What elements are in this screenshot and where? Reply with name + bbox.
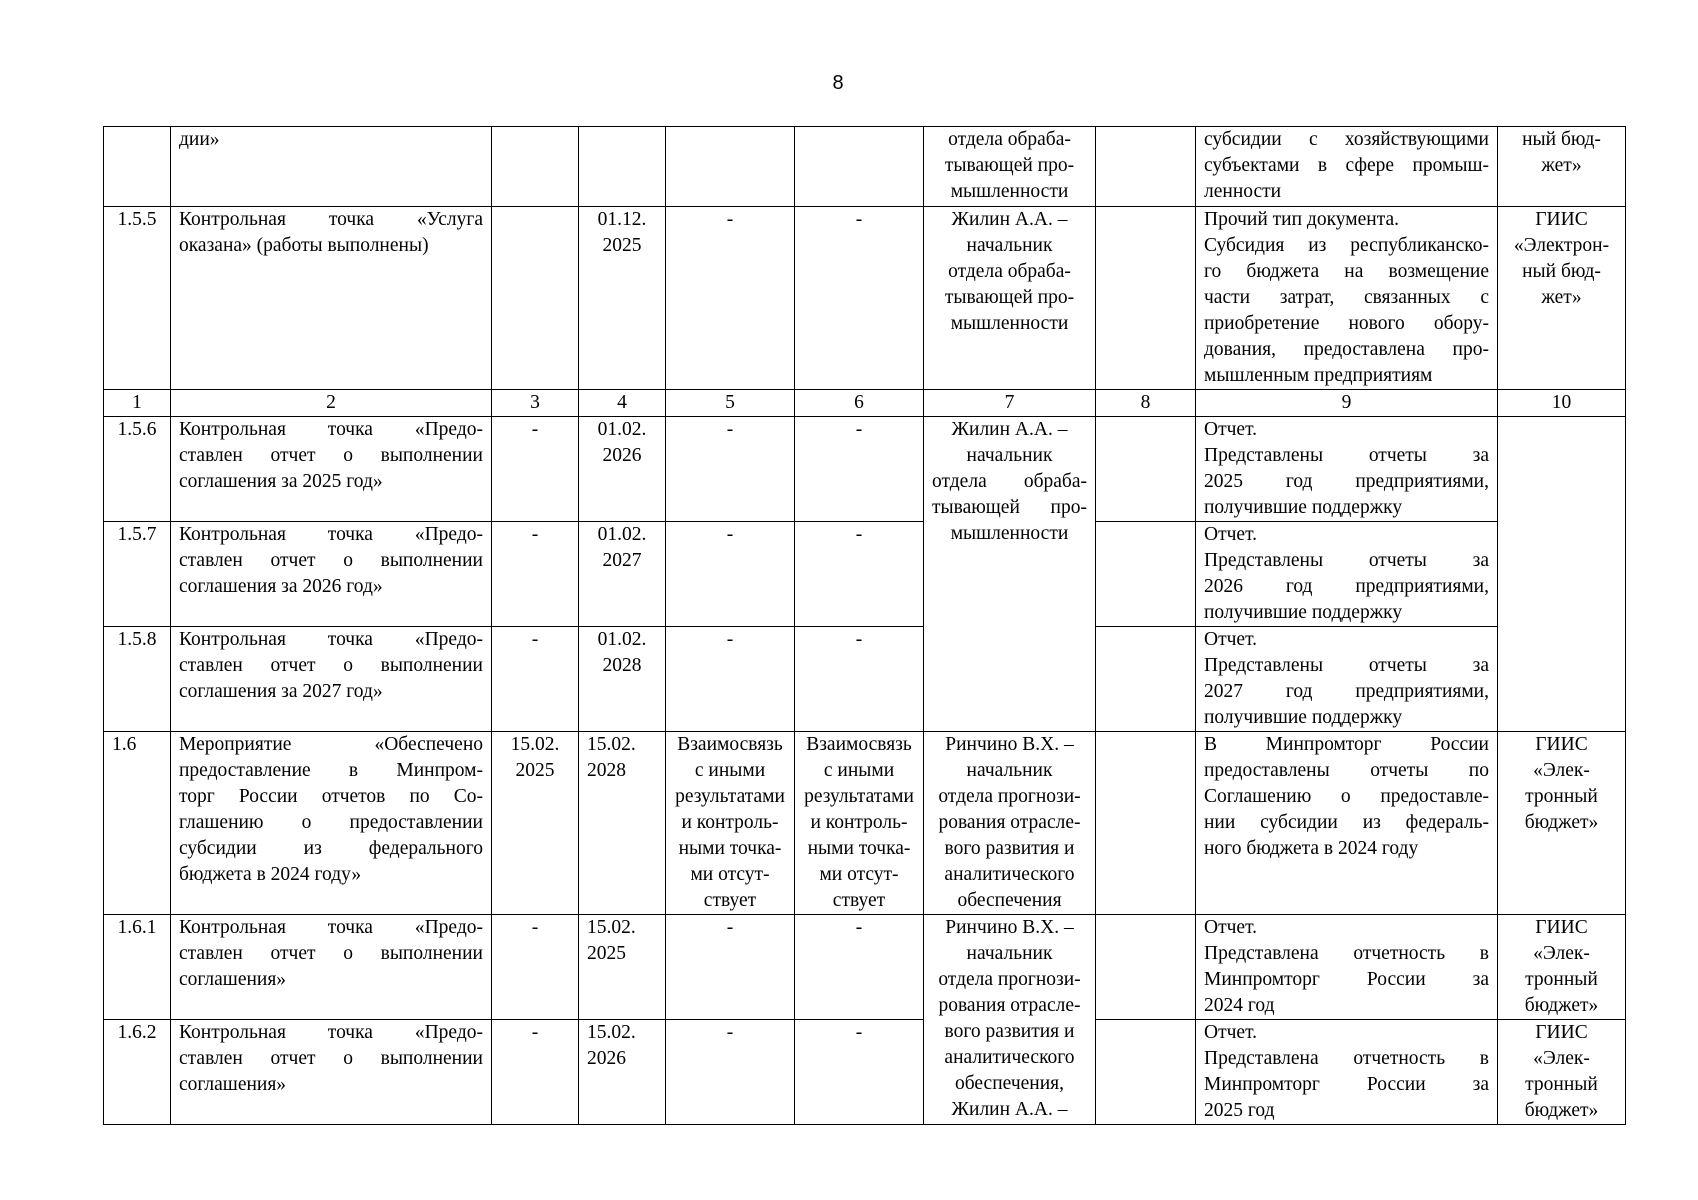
cell-name: Контрольная точка «Предо- ставлен отчет о выполнении соглашения» <box>171 915 492 1020</box>
cell-c8 <box>1096 127 1196 207</box>
table-row <box>104 127 1626 207</box>
cell-c8 <box>1096 417 1196 522</box>
cell-c3 <box>492 127 579 207</box>
cell-system: ГИИС «Элек- тронный бюджет» <box>1498 915 1626 1020</box>
cell-document: Отчет. Представлена отчетность в Минпромторг России за 2024 год <box>1196 915 1498 1020</box>
cell-system: ГИИС «Электрон- ный бюд- жет» <box>1498 207 1626 390</box>
cell-c3 <box>492 207 579 390</box>
cell-c5: - <box>666 627 795 732</box>
cell-c4: 15.02. 2028 <box>579 732 666 915</box>
cell-document: Отчет. Представлены отчеты за 2026 год предприятиями, получившие поддержку <box>1196 522 1498 627</box>
cell-c6: - <box>795 915 924 1020</box>
cell-responsible: Жилин А.А. – начальник отдела обраба- тывающей про- мышленности <box>924 207 1096 390</box>
cell-c4: 01.02. 2027 <box>579 522 666 627</box>
cell-document: Отчет. Представлены отчеты за 2027 год предприятиями, получившие поддержку <box>1196 627 1498 732</box>
cell-c4 <box>579 127 666 207</box>
table-row <box>104 627 1626 732</box>
cell-c8 <box>1096 522 1196 627</box>
table-row <box>104 207 1626 390</box>
cell-num: 1.5.6 <box>104 417 171 522</box>
cell-responsible: Ринчино В.Х. – начальник отдела прогнози- рования отрасле- вого развития и аналитического обеспечения <box>924 732 1096 915</box>
cell-system: ный бюд- жет» <box>1498 127 1626 207</box>
cell-c5: - <box>666 207 795 390</box>
cell-c6: - <box>795 522 924 627</box>
cell-num: 1.5.8 <box>104 627 171 732</box>
column-number: 10 <box>1498 390 1626 417</box>
cell-responsible: отдела обраба- тывающей про- мышленности <box>924 127 1096 207</box>
table-row <box>104 417 1626 522</box>
cell-c8 <box>1096 627 1196 732</box>
cell-system <box>1498 522 1626 627</box>
cell-c4: 15.02. 2025 <box>579 915 666 1020</box>
cell-document: Прочий тип документа. Субсидия из республиканско- го бюджета на возмещение части затрат, связанных с приобретение нового обору- дования, предоставлена про- мышленным предприятиям <box>1196 207 1498 390</box>
control-points-table <box>103 126 1626 1125</box>
cell-c6: - <box>795 207 924 390</box>
cell-num: 1.6 <box>104 732 171 915</box>
cell-name: дии» <box>171 127 492 207</box>
cell-c3: - <box>492 522 579 627</box>
cell-c5: - <box>666 915 795 1020</box>
cell-c6 <box>795 127 924 207</box>
cell-c3: - <box>492 915 579 1020</box>
cell-name: Контрольная точка «Предо- ставлен отчет о выполнении соглашения за 2027 год» <box>171 627 492 732</box>
column-number-row <box>104 390 1626 417</box>
cell-num: 1.5.7 <box>104 522 171 627</box>
column-number: 3 <box>492 390 579 417</box>
cell-c5: - <box>666 522 795 627</box>
cell-name: Контрольная точка «Предо- ставлен отчет о выполнении соглашения» <box>171 1020 492 1125</box>
page-number: 8 <box>832 72 844 94</box>
table-row <box>104 522 1626 627</box>
cell-num: 1.6.1 <box>104 915 171 1020</box>
column-number: 4 <box>579 390 666 417</box>
cell-c4: 15.02. 2026 <box>579 1020 666 1125</box>
table-row <box>104 732 1626 915</box>
column-number: 1 <box>104 390 171 417</box>
cell-c6: Взаимосвязь с иными результатами и контроль- ными точка- ми отсут- ствует <box>795 732 924 915</box>
column-number: 7 <box>924 390 1096 417</box>
cell-num: 1.6.2 <box>104 1020 171 1125</box>
column-number: 8 <box>1096 390 1196 417</box>
cell-c3: 15.02. 2025 <box>492 732 579 915</box>
table-row <box>104 1020 1626 1125</box>
cell-system: ГИИС «Элек- тронный бюджет» <box>1498 1020 1626 1125</box>
cell-c4: 01.02. 2028 <box>579 627 666 732</box>
cell-document: Отчет. Представлена отчетность в Минпромторг России за 2025 год <box>1196 1020 1498 1125</box>
cell-c3: - <box>492 627 579 732</box>
cell-c8 <box>1096 732 1196 915</box>
cell-responsible: Жилин А.А. – начальник отдела обраба- тывающей про- мышленности <box>924 417 1096 732</box>
cell-c5: - <box>666 417 795 522</box>
column-number: 6 <box>795 390 924 417</box>
cell-num: 1.5.5 <box>104 207 171 390</box>
cell-c5: - <box>666 1020 795 1125</box>
cell-c5 <box>666 127 795 207</box>
cell-system: ГИИС «Элек- тронный бюджет» <box>1498 732 1626 915</box>
cell-c3: - <box>492 1020 579 1125</box>
cell-document: В Минпромторг России предоставлены отчеты по Соглашению о предоставле- нии субсидии из федераль- ного бюджета в 2024 году <box>1196 732 1498 915</box>
cell-document: Отчет. Представлены отчеты за 2025 год предприятиями, получившие поддержку <box>1196 417 1498 522</box>
cell-c8 <box>1096 915 1196 1020</box>
cell-name: Контрольная точка «Услуга оказана» (работы выполнены) <box>171 207 492 390</box>
cell-c5: Взаимосвязь с иными результатами и контроль- ными точка- ми отсут- ствует <box>666 732 795 915</box>
cell-c4: 01.02. 2026 <box>579 417 666 522</box>
cell-c6: - <box>795 1020 924 1125</box>
cell-name: Мероприятие «Обеспечено предоставление в Минпром- торг России отчетов по Со- глашению о предоставлении субсидии из федерального бюджета в 2024 году» <box>171 732 492 915</box>
cell-name: Контрольная точка «Предо- ставлен отчет о выполнении соглашения за 2026 год» <box>171 522 492 627</box>
table-row <box>104 915 1626 1020</box>
column-number: 2 <box>171 390 492 417</box>
cell-responsible: Ринчино В.Х. – начальник отдела прогнози- рования отрасле- вого развития и аналитического обеспечения, Жилин А.А. – <box>924 915 1096 1125</box>
cell-system <box>1498 627 1626 732</box>
cell-document: субсидии с хозяйствующими субъектами в сфере промыш- ленности <box>1196 127 1498 207</box>
cell-name: Контрольная точка «Предо- ставлен отчет о выполнении соглашения за 2025 год» <box>171 417 492 522</box>
column-number: 9 <box>1196 390 1498 417</box>
cell-c8 <box>1096 1020 1196 1125</box>
cell-c8 <box>1096 207 1196 390</box>
cell-c6: - <box>795 417 924 522</box>
column-number: 5 <box>666 390 795 417</box>
cell-system <box>1498 417 1626 522</box>
cell-num <box>104 127 171 207</box>
cell-c3: - <box>492 417 579 522</box>
cell-c4: 01.12. 2025 <box>579 207 666 390</box>
cell-c6: - <box>795 627 924 732</box>
